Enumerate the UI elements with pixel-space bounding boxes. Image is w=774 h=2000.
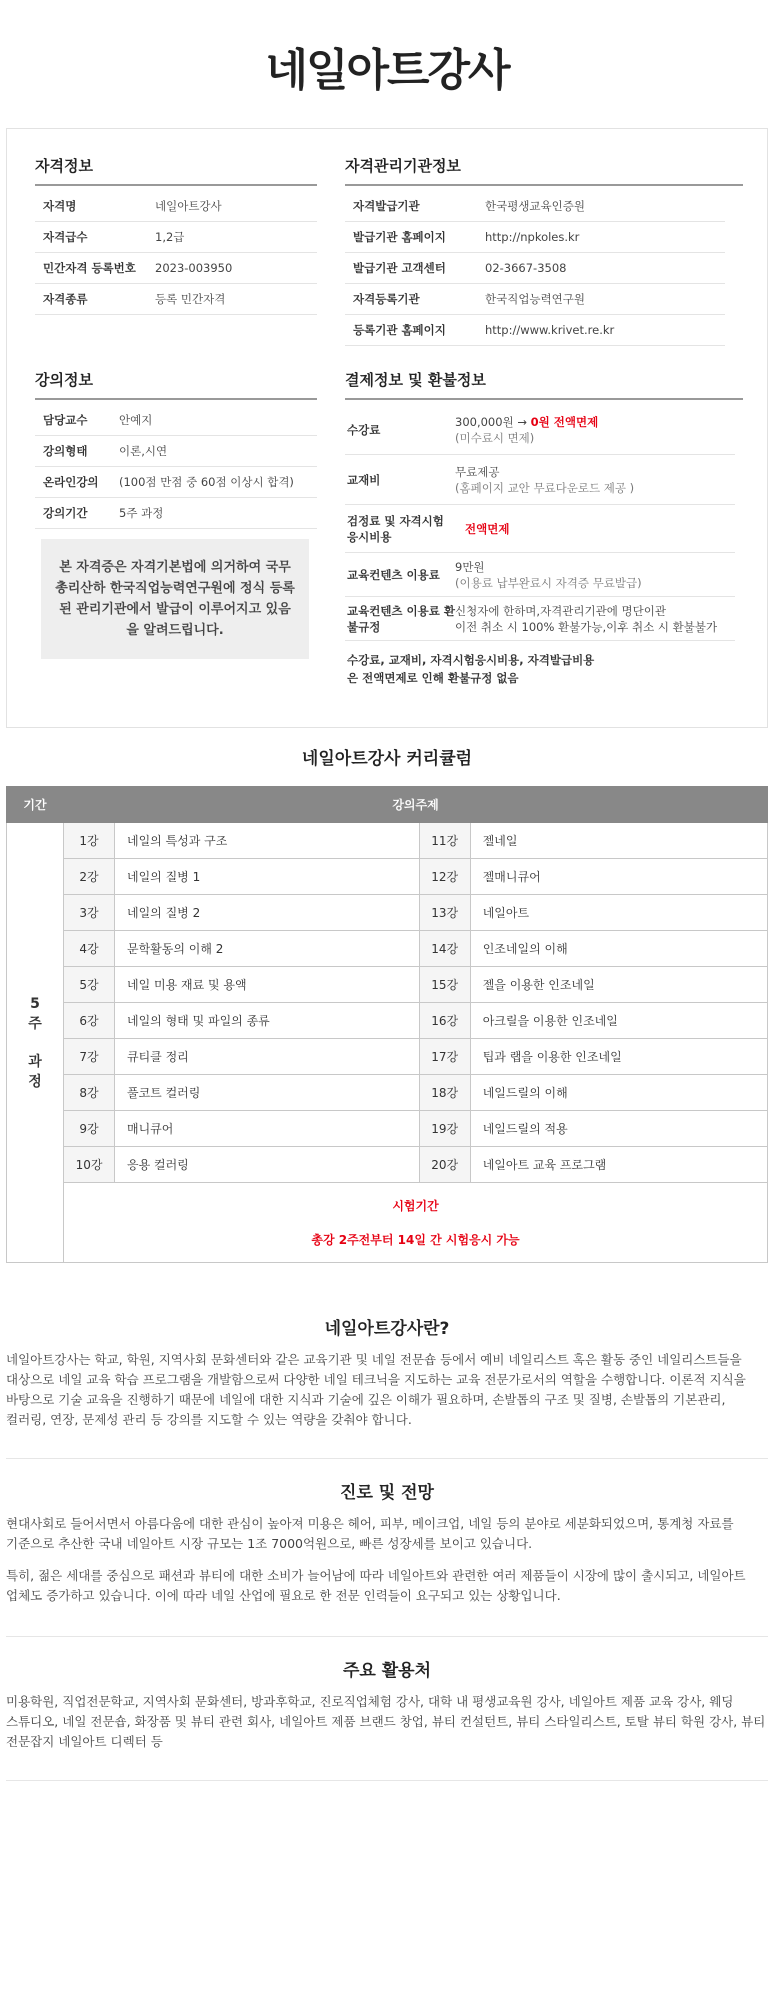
table-row [7,1075,768,1111]
lesson-number: 14강 [419,931,470,967]
table-row [7,823,768,859]
payment-title: 결제정보 및 환불정보 [345,369,743,400]
lesson-number: 3강 [64,895,115,931]
notice-box: 본 자격증은 자격기본법에 의거하여 국무총리산하 한국직업능력연구원에 정식 등록된 관리기관에서 발급이 이루어지고 있음을 알려드립니다. [41,539,309,659]
exam-period-title: 시험기간 [392,1198,439,1213]
lesson-subject: 팁과 랩을 이용한 인조네일 [470,1039,767,1075]
period-top: 5주 [28,995,42,1032]
material-value: 무료제공 [455,464,500,479]
agency-row [345,253,725,284]
row-key: 민간자격 등록번호 [43,261,136,275]
lesson-number: 11강 [419,823,470,859]
qualification-row [35,284,317,315]
agency-row [345,315,725,346]
divider [6,1458,768,1459]
agency-row [345,222,725,253]
content-fee-value: 9만원 [455,559,485,574]
lesson-number: 20강 [419,1147,470,1183]
lesson-subject: 네일의 질병 2 [115,895,420,931]
divider [6,1636,768,1637]
row-value: 1,2급 [155,230,185,244]
row-key: 자격등록기관 [353,292,420,306]
row-value: (100점 만점 중 60점 이상시 합격) [119,475,294,489]
qualification-row [35,222,317,253]
table-row [7,967,768,1003]
qualification-row [35,191,317,222]
exam-fee-row [345,505,735,553]
table-row [7,1039,768,1075]
exam-row [7,1183,768,1263]
lesson-number: 13강 [419,895,470,931]
qualification-row [35,253,317,284]
lesson-number: 4강 [64,931,115,967]
career-text-1: 현대사회로 들어서면서 아름다움에 대한 관심이 높아져 미용은 헤어, 피부, 메이크업, 네일 등의 분야로 세분화되었으며, 통계청 자료를 기준으로 추산한 국내 네일아트 시장 규모는 1조 7000억원으로, 빠른 성장세를 보이고 있습니다. [6,1516,734,1551]
curriculum-title: 네일아트강사 커리큘럼 [301,749,473,769]
table-row [7,1111,768,1147]
row-key: 강의기간 [43,506,88,520]
row-key: 등록기관 홈페이지 [353,323,446,337]
lesson-subject: 풀코트 컬러링 [115,1075,420,1111]
usage-title: 주요 활용처 [342,1661,432,1681]
period-cell [7,823,64,1263]
material-row [345,455,735,505]
fee-price: 300,000원 → [455,414,527,429]
row-value: 이론,시연 [119,444,168,458]
col-subject: 강의주제 [64,787,768,823]
curriculum-table [6,786,768,1263]
table-row [7,931,768,967]
qualification-title: 자격정보 [35,155,317,186]
period-bottom: 과정 [28,1053,42,1090]
lesson-number: 2강 [64,859,115,895]
lesson-number: 15강 [419,967,470,1003]
lesson-subject: 네일 미용 재료 및 용액 [115,967,420,1003]
lesson-number: 18강 [419,1075,470,1111]
lesson-number: 9강 [64,1111,115,1147]
lesson-number: 8강 [64,1075,115,1111]
row-key: 자격발급기관 [353,199,420,213]
row-key: 발급기관 홈페이지 [353,230,446,244]
refund-row [345,597,735,641]
row-key: 담당교수 [43,413,88,427]
refund-line: 이전 취소 시 100% 환불가능,이후 취소 시 환불불가 [455,619,718,634]
agency-row [345,191,725,222]
qualification-list [35,191,317,315]
lecture-list [35,405,317,529]
lecture-row [35,498,317,529]
material-sub: (홈페이지 교안 무료다운로드 제공 ) [455,480,635,495]
lesson-number: 17강 [419,1039,470,1075]
exam-period-desc: 총강 2주전부터 14일 간 시험응시 가능 [311,1232,520,1247]
fee-free: 0원 전액면제 [530,414,599,429]
lesson-subject: 네일의 질병 1 [115,859,420,895]
homepage-link[interactable]: http://www.krivet.re.kr [485,323,615,337]
lecture-row [35,436,317,467]
material-label: 교재비 [347,472,381,487]
homepage-link[interactable]: http://npkoles.kr [485,230,580,244]
lesson-subject: 젤네일 [470,823,767,859]
about-title: 네일아트강사란? [324,1319,450,1339]
refund-label: 교육컨텐츠 이용료 환불규정 [347,603,455,634]
lesson-subject: 아크릴을 이용한 인조네일 [470,1003,767,1039]
row-value: 한국평생교육인증원 [485,199,585,213]
lesson-subject: 네일아트 교육 프로그램 [470,1147,767,1183]
lesson-number: 19강 [419,1111,470,1147]
row-key: 온라인강의 [43,475,99,489]
lesson-number: 10강 [64,1147,115,1183]
lesson-number: 5강 [64,967,115,1003]
page-title: 네일아트강사 [265,45,509,96]
about-text: 네일아트강사는 학교, 학원, 지역사회 문화센터와 같은 교육기관 및 네일 전문숍 등에서 예비 네일리스트 혹은 활동 중인 네일리스트들을 대상으로 네일 교육 학습 프로그램을 개발함으로써 다양한 네일 테크닉을 지도하는 교육 전문가로서의 역할을 수행합니다. 이론적 지식을 바탕으로 기술 교육을 진행하기 때문에 네일에 대한 지식과 기술에 깊은 이해가 필요하며, 손발톱의 구조 및 질병, 손발톱의 기본관리, 컬러링, 연장, 문제성 관리 등 강의를 지도할 수 있는 역량을 갖춰야 합니다. [6,1352,746,1427]
agency-row [345,284,725,315]
row-value: 2023-003950 [155,261,233,275]
lesson-subject: 젤을 이용한 인조네일 [470,967,767,1003]
fee-label: 수강료 [347,422,381,437]
lesson-subject: 젤매니큐어 [470,859,767,895]
row-key: 자격급수 [43,230,88,244]
row-key: 강의형태 [43,444,88,458]
payment-list [345,405,735,687]
lesson-subject: 인조네일의 이해 [470,931,767,967]
divider [6,1780,768,1781]
exam-fee-value: 전액면제 [465,521,510,536]
lesson-subject: 응용 컬러링 [115,1147,420,1183]
exam-fee-label: 검정료 및 자격시험 응시비용 [347,513,444,544]
table-row [7,859,768,895]
career-text-2: 특히, 젊은 세대를 중심으로 패션과 뷰티에 대한 소비가 늘어남에 따라 네일아트와 관련한 여러 제품들이 시장에 많이 출시되고, 네일아트 업체도 증가하고 있습니다. 이에 따라 네일 산업에 필요로 한 전문 인력들이 요구되고 있는 상황입니다. [6,1568,746,1603]
lesson-number: 7강 [64,1039,115,1075]
lecture-row [35,467,317,498]
row-key: 자격명 [43,199,77,213]
refund-line: 신청자에 한하며,자격관리기관에 명단이관 [455,603,666,618]
lesson-subject: 매니큐어 [115,1111,420,1147]
table-row [7,1147,768,1183]
lesson-subject: 네일드릴의 이해 [470,1075,767,1111]
agency-title: 자격관리기관정보 [345,155,743,186]
table-row [7,895,768,931]
row-value: 네일아트강사 [155,199,222,213]
fee-row [345,405,735,455]
agency-list [345,191,725,346]
content-fee-row [345,553,735,597]
info-box [6,128,768,728]
row-value: 5주 과정 [119,506,164,520]
usage-text: 미용학원, 직업전문학교, 지역사회 문화센터, 방과후학교, 진로직업체험 강사, 대학 내 평생교육원 강사, 네일아트 제품 교육 강사, 웨딩 스튜디오, 네일 전문숍, 화장품 및 뷰티 관련 회사, 네일아트 제품 브랜드 창업, 뷰티 컨설턴트, 뷰티 스타일리스트, 토탈 뷰티 학원 강사, 뷰티 전문잡지 네일아트 디렉터 등 [6,1694,766,1749]
content-fee-label: 교육컨텐츠 이용료 [347,567,440,582]
lesson-subject: 네일의 형태 및 파일의 종류 [115,1003,420,1039]
lesson-subject: 네일아트 [470,895,767,931]
lesson-subject: 네일의 특성과 구조 [115,823,420,859]
row-key: 자격종류 [43,292,88,306]
lesson-number: 16강 [419,1003,470,1039]
row-value: 한국직업능력연구원 [485,292,585,306]
row-key: 발급기관 고객센터 [353,261,446,275]
content-fee-sub: (이용료 납부완료시 자격증 무료발급) [455,575,642,590]
row-value: 02-3667-3508 [485,261,567,275]
lesson-number: 1강 [64,823,115,859]
lesson-number: 6강 [64,1003,115,1039]
table-row [7,1003,768,1039]
lesson-subject: 네일드릴의 적용 [470,1111,767,1147]
refund-footer: 수강료, 교재비, 자격시험응시비용, 자격발급비용은 전액면제로 인해 환불규정 없음 [347,653,595,685]
lesson-subject: 큐티클 정리 [115,1039,420,1075]
career-title: 진로 및 전망 [340,1483,434,1503]
lesson-subject: 문학활동의 이해 2 [115,931,420,967]
lecture-row [35,405,317,436]
fee-sub: (미수료시 면제) [455,430,535,445]
lecture-title: 강의정보 [35,369,317,400]
col-period: 기간 [7,787,64,823]
row-value: 안예지 [119,413,153,427]
lesson-number: 12강 [419,859,470,895]
row-value: 등록 민간자격 [155,292,226,306]
exam-period-cell [64,1183,768,1263]
